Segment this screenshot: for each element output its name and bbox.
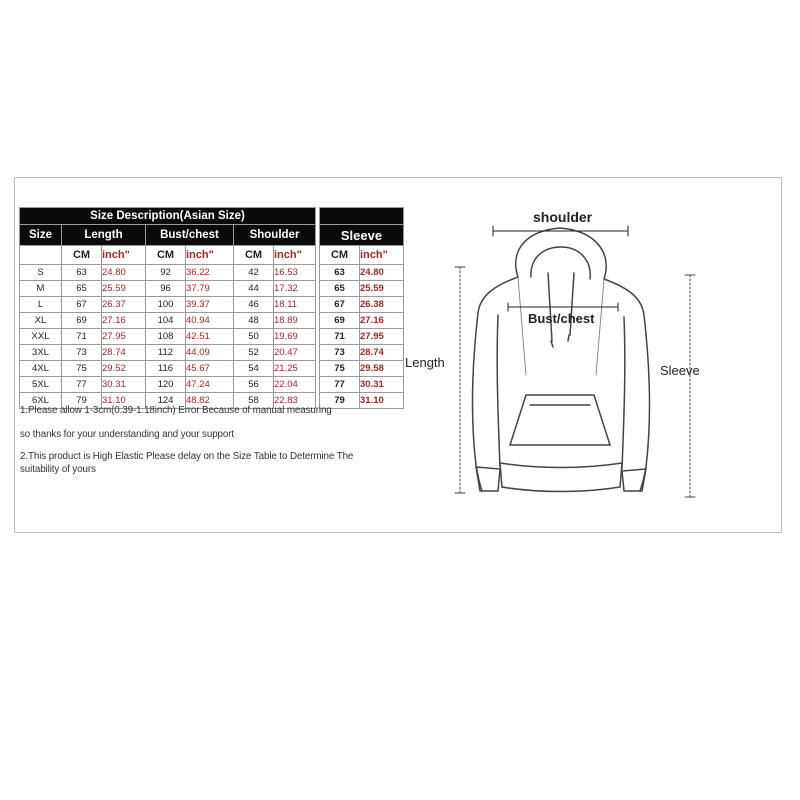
bust-cm-cell: 120 bbox=[146, 377, 186, 393]
sleeve-inch-cell: 31.10 bbox=[360, 393, 404, 409]
hoodie-illustration bbox=[398, 195, 728, 515]
bust-cm-cell: 100 bbox=[146, 297, 186, 313]
unit-cm: CM bbox=[320, 246, 360, 265]
length-inch-cell: 24.80 bbox=[102, 265, 146, 281]
sleeve-inch-cell: 27.95 bbox=[360, 329, 404, 345]
sleeve-inch-cell: 25.59 bbox=[360, 281, 404, 297]
unit-cm: CM bbox=[234, 246, 274, 265]
table-row bbox=[20, 377, 404, 393]
shoulder-cm-cell: 52 bbox=[234, 345, 274, 361]
bust-inch-cell: 40.94 bbox=[186, 313, 234, 329]
sleeve-cm-cell: 73 bbox=[320, 345, 360, 361]
shoulder-cm-cell: 54 bbox=[234, 361, 274, 377]
length-cm-cell: 63 bbox=[62, 265, 102, 281]
bust-cm-cell: 124 bbox=[146, 393, 186, 409]
table-row bbox=[20, 281, 404, 297]
shoulder-cm-cell: 50 bbox=[234, 329, 274, 345]
length-inch-cell: 28.74 bbox=[102, 345, 146, 361]
shoulder-inch-cell: 18.11 bbox=[274, 297, 316, 313]
header-sleeve: Sleeve bbox=[320, 225, 404, 246]
shoulder-inch-cell: 20.47 bbox=[274, 345, 316, 361]
note-thanks: so thanks for your understanding and your support bbox=[20, 429, 235, 440]
shoulder-inch-cell: 19.69 bbox=[274, 329, 316, 345]
bust-cm-cell: 112 bbox=[146, 345, 186, 361]
sleeve-cm-cell: 65 bbox=[320, 281, 360, 297]
bust-inch-cell: 42.51 bbox=[186, 329, 234, 345]
note-suitability: suitability of yours bbox=[20, 464, 96, 475]
sleeve-inch-cell: 26.38 bbox=[360, 297, 404, 313]
shoulder-cm-cell: 44 bbox=[234, 281, 274, 297]
bust-cm-cell: 116 bbox=[146, 361, 186, 377]
bust-inch-cell: 36.22 bbox=[186, 265, 234, 281]
size-cell: L bbox=[20, 297, 62, 313]
table-row bbox=[20, 345, 404, 361]
length-cm-cell: 71 bbox=[62, 329, 102, 345]
table-title-row bbox=[20, 208, 404, 225]
length-cm-cell: 67 bbox=[62, 297, 102, 313]
bust-cm-cell: 108 bbox=[146, 329, 186, 345]
size-cell: 6XL bbox=[20, 393, 62, 409]
length-cm-cell: 73 bbox=[62, 345, 102, 361]
shoulder-inch-cell: 18.89 bbox=[274, 313, 316, 329]
unit-inch: inch" bbox=[186, 246, 234, 265]
size-cell: M bbox=[20, 281, 62, 297]
table-row bbox=[20, 361, 404, 377]
table-row bbox=[20, 265, 404, 281]
length-cm-cell: 79 bbox=[62, 393, 102, 409]
table-row bbox=[20, 313, 404, 329]
length-inch-cell: 31.10 bbox=[102, 393, 146, 409]
header-length: Length bbox=[62, 225, 146, 246]
table-row bbox=[20, 329, 404, 345]
unit-cm: CM bbox=[62, 246, 102, 265]
shoulder-inch-cell: 21.25 bbox=[274, 361, 316, 377]
length-cm-cell: 77 bbox=[62, 377, 102, 393]
shoulder-inch-cell: 17.32 bbox=[274, 281, 316, 297]
sleeve-cm-cell: 63 bbox=[320, 265, 360, 281]
bust-cm-cell: 92 bbox=[146, 265, 186, 281]
sleeve-cm-cell: 75 bbox=[320, 361, 360, 377]
bust-inch-cell: 37.79 bbox=[186, 281, 234, 297]
table-header-row bbox=[20, 225, 404, 246]
shoulder-inch-cell: 22.04 bbox=[274, 377, 316, 393]
unit-inch: inch" bbox=[360, 246, 404, 265]
header-size: Size bbox=[20, 225, 62, 246]
sleeve-cm-cell: 77 bbox=[320, 377, 360, 393]
length-inch-cell: 26.37 bbox=[102, 297, 146, 313]
bust-inch-cell: 45.67 bbox=[186, 361, 234, 377]
size-cell: 5XL bbox=[20, 377, 62, 393]
bust-inch-cell: 39.37 bbox=[186, 297, 234, 313]
sleeve-cm-cell: 71 bbox=[320, 329, 360, 345]
size-cell: XL bbox=[20, 313, 62, 329]
size-table bbox=[19, 207, 404, 409]
sleeve-inch-cell: 24.80 bbox=[360, 265, 404, 281]
length-cm-cell: 69 bbox=[62, 313, 102, 329]
note-measure-error: 1.Please allow 1-3cm(0.39-1.18inch) Error Because of manual measuring bbox=[20, 405, 332, 416]
bust-inch-cell: 48.82 bbox=[186, 393, 234, 409]
sleeve-cm-cell: 67 bbox=[320, 297, 360, 313]
unit-inch: inch" bbox=[102, 246, 146, 265]
length-cm-cell: 65 bbox=[62, 281, 102, 297]
sleeve-inch-cell: 28.74 bbox=[360, 345, 404, 361]
shoulder-inch-cell: 22.83 bbox=[274, 393, 316, 409]
bust-inch-cell: 44.09 bbox=[186, 345, 234, 361]
size-cell: S bbox=[20, 265, 62, 281]
bust-cm-cell: 96 bbox=[146, 281, 186, 297]
sleeve-label: Sleeve bbox=[660, 363, 700, 378]
length-label: Length bbox=[405, 355, 445, 370]
shoulder-cm-cell: 56 bbox=[234, 377, 274, 393]
shoulder-cm-cell: 42 bbox=[234, 265, 274, 281]
length-inch-cell: 27.95 bbox=[102, 329, 146, 345]
shoulder-inch-cell: 16.53 bbox=[274, 265, 316, 281]
bust-cm-cell: 104 bbox=[146, 313, 186, 329]
header-shoulder: Shoulder bbox=[234, 225, 316, 246]
sleeve-inch-cell: 29.58 bbox=[360, 361, 404, 377]
size-cell: 4XL bbox=[20, 361, 62, 377]
sleeve-inch-cell: 27.16 bbox=[360, 313, 404, 329]
table-title: Size Description(Asian Size) bbox=[20, 208, 316, 225]
length-cm-cell: 75 bbox=[62, 361, 102, 377]
bust-inch-cell: 47.24 bbox=[186, 377, 234, 393]
shoulder-label: shoulder bbox=[533, 209, 593, 225]
sleeve-cm-cell: 69 bbox=[320, 313, 360, 329]
hoodie-diagram bbox=[398, 195, 728, 515]
unit-cm: CM bbox=[146, 246, 186, 265]
size-cell: XXL bbox=[20, 329, 62, 345]
shoulder-cm-cell: 48 bbox=[234, 313, 274, 329]
length-inch-cell: 29.52 bbox=[102, 361, 146, 377]
length-inch-cell: 27.16 bbox=[102, 313, 146, 329]
size-cell: 3XL bbox=[20, 345, 62, 361]
length-inch-cell: 25.59 bbox=[102, 281, 146, 297]
bust-chest-label: Bust/chest bbox=[528, 311, 595, 326]
unit-row bbox=[20, 246, 404, 265]
note-elastic: 2.This product is High Elastic Please delay on the Size Table to Determine The bbox=[20, 451, 354, 462]
shoulder-cm-cell: 46 bbox=[234, 297, 274, 313]
header-bust: Bust/chest bbox=[146, 225, 234, 246]
shoulder-cm-cell: 58 bbox=[234, 393, 274, 409]
sleeve-inch-cell: 30.31 bbox=[360, 377, 404, 393]
length-inch-cell: 30.31 bbox=[102, 377, 146, 393]
unit-inch: inch" bbox=[274, 246, 316, 265]
table-row bbox=[20, 297, 404, 313]
sleeve-cm-cell: 79 bbox=[320, 393, 360, 409]
